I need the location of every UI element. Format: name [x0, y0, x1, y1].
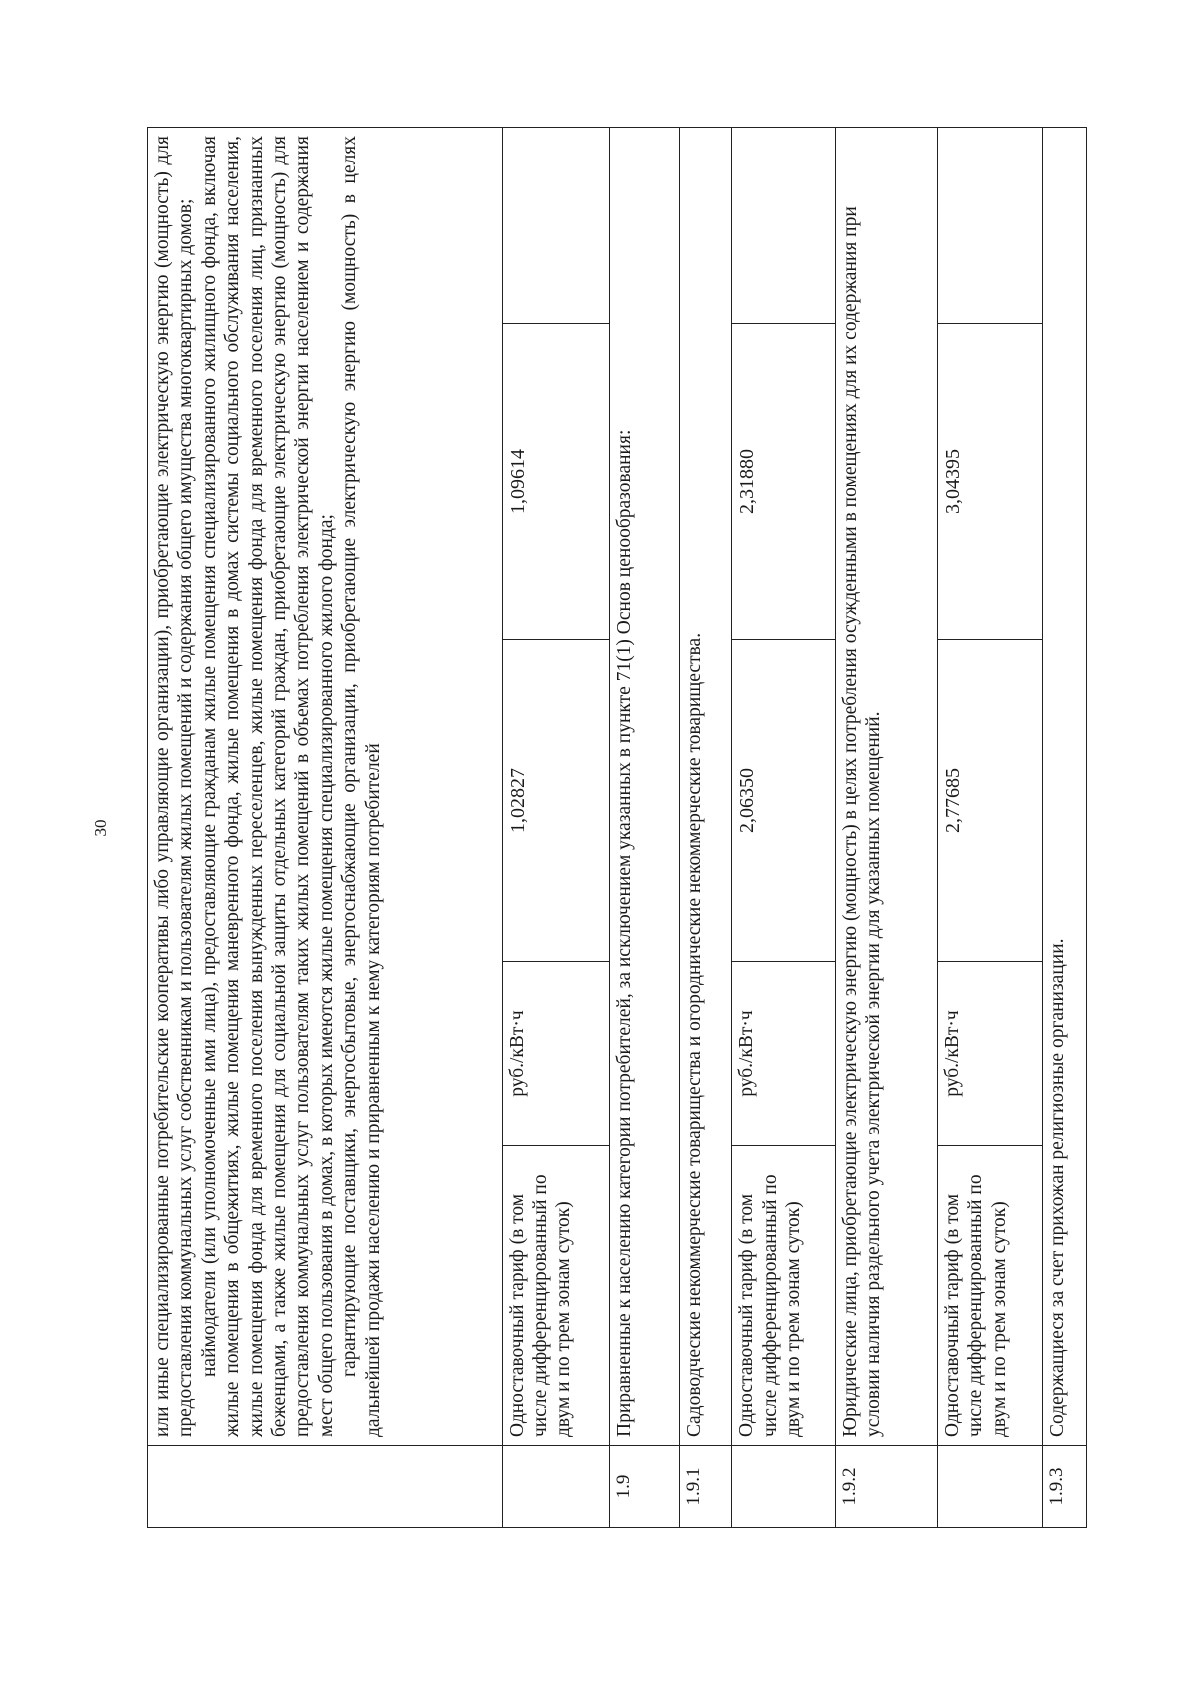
row-number-cell: [938, 1446, 1043, 1528]
intro-paragraph-2: наймодатели (или уполномоченные ими лица), предоставляющие гражданам жилые помещения специализированного жилищного фонда, включая жилые помещения в общежитиях, жилые помещения маневренного фонда, жилые помещения в домах системы социального обслуживания населения, жилые помещения фонда для временного поселения вынужденных переселенцев, жилые помещения фонда для временного поселения лиц, признанных беженцами, а также жилые помещения для социальной защиты отдельных категорий граждан, приобретающие электрическую энергию (мощность) для предоставления коммунальных услуг пользователям таких жилых помещений в объемах потребления электрической энергии населением и содержания мест общего пользования в домах, в которых имеются жилые помещения специализированного жилого фонда;: [198, 135, 337, 1437]
tariff-value-1: 2,06350: [732, 640, 835, 962]
tariff-description: Одноставочный тариф (в том числе дифференцированный по двум и по трем зонам суток): [732, 1146, 835, 1446]
rotated-document: [147, 128, 1087, 1528]
row-number: 1.9.3: [1042, 1446, 1086, 1528]
empty-cell: [502, 127, 609, 323]
section-text: Приравненные к населению категории потребителей, за исключением указанных в пункте 71(1) Основ ценообразования:: [609, 127, 679, 1445]
intro-paragraph-1: или иные специализированные потребительские кооперативы либо управляющие организации), приобретающие электрическую энергию (мощность) для предоставления коммунальных услуг собственникам и пользователям жилых помещений и содержания общего имущества многоквартирных домов;: [152, 135, 197, 1437]
empty-cell: [732, 127, 835, 323]
tariff-table: [147, 127, 1087, 1528]
table-row: [835, 127, 937, 1527]
table-row: [732, 127, 835, 1527]
tariff-value-2: 3,04395: [938, 324, 1043, 640]
table-row-intro: [148, 127, 503, 1527]
tariff-description: Одноставочный тариф (в том числе дифференцированный по двум и по трем зонам суток): [938, 1146, 1043, 1446]
unit-cell: руб./кВт·ч: [502, 962, 609, 1146]
consumer-description-cell: [148, 127, 503, 1445]
intro-paragraph-3: гарантирующие поставщики, энергосбытовые, энергоснабжающие организации, приобретающие электрическую энергию (мощность) в целях дальнейшей продажи населению и приравненным к нему категориям потребителей: [339, 135, 384, 1437]
table-row: [1042, 127, 1086, 1527]
row-number: 1.9.2: [835, 1446, 937, 1528]
section-text: Юридические лица, приобретающие электрическую энергию (мощность) в целях потребления осужденными в помещениях для их содержания при условии наличия раздельного учета электрической энергии для указанных помещений.: [835, 127, 937, 1445]
unit-cell: руб./кВт·ч: [938, 962, 1043, 1146]
tariff-value-1: 2,77685: [938, 640, 1043, 962]
unit-cell: руб./кВт·ч: [732, 962, 835, 1146]
section-text: Содержащиеся за счет прихожан религиозные организации.: [1042, 127, 1086, 1445]
row-number-cell: [502, 1446, 609, 1528]
tariff-value-2: 2,31880: [732, 324, 835, 640]
table-row: [938, 127, 1043, 1527]
tariff-value-2: 1,09614: [502, 324, 609, 640]
empty-cell: [938, 127, 1043, 323]
table-row: [680, 127, 732, 1527]
table-row: [502, 127, 609, 1527]
row-number-cell: [732, 1446, 835, 1528]
page-number: 30: [91, 819, 110, 837]
row-number: 1.9.1: [680, 1446, 732, 1528]
row-number-cell: [148, 1446, 503, 1528]
tariff-description: Одноставочный тариф (в том числе дифференцированный по двум и по трем зонам суток): [502, 1146, 609, 1446]
section-text: Садоводческие некоммерческие товарищества и огороднические некоммерческие товарищества.: [680, 127, 732, 1445]
row-number: 1.9: [609, 1446, 679, 1528]
table-row: [609, 127, 679, 1527]
tariff-value-1: 1,02827: [502, 640, 609, 962]
